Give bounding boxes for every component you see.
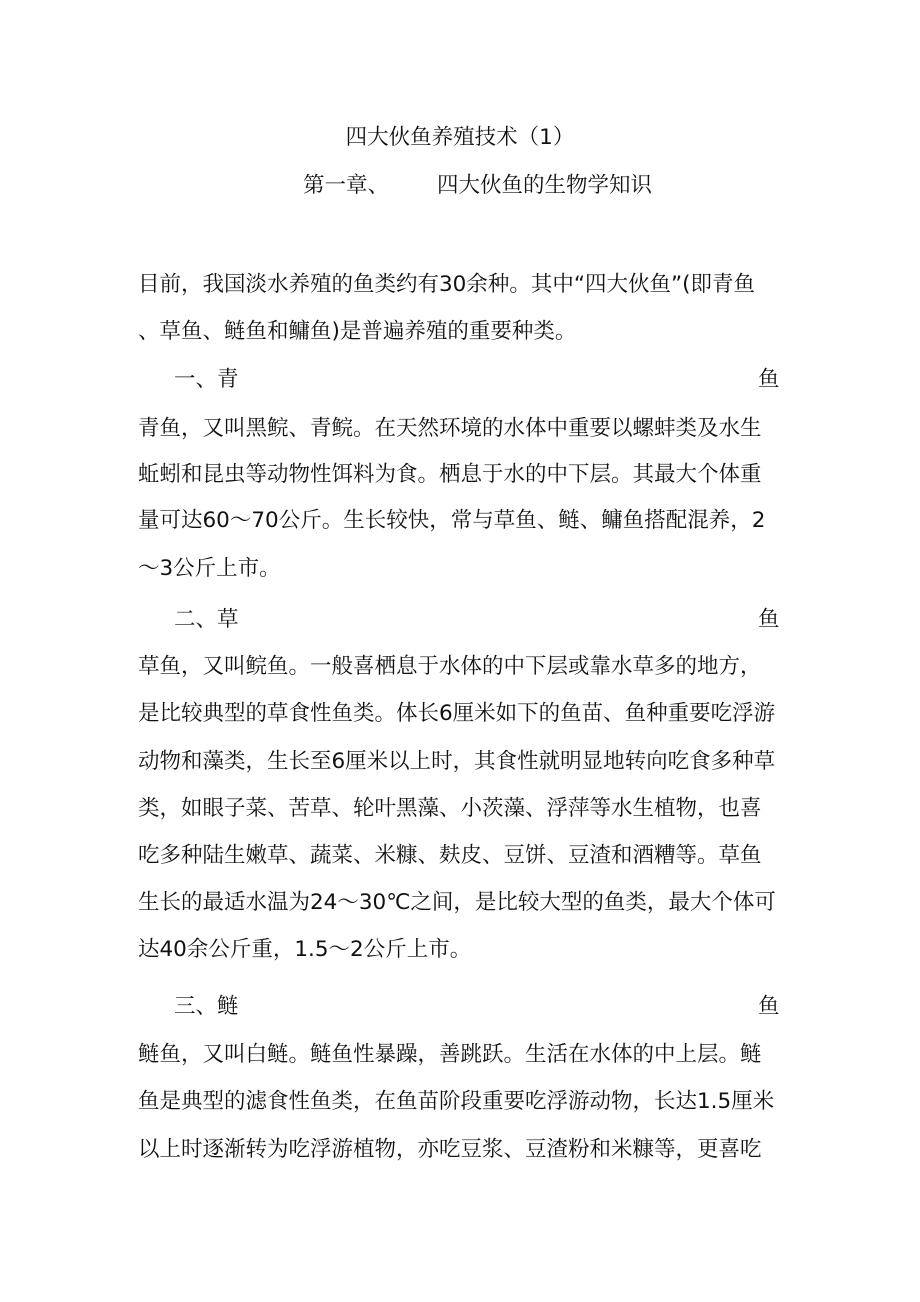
section-heading-tail: 鱼 (758, 367, 780, 392)
paragraph-line: 鲢鱼，又叫白鲢。鲢鱼性暴躁，善跳跃。生活在水体的中上层。鲢 (138, 1042, 762, 1067)
section-heading: 二、草 (174, 607, 239, 632)
paragraph-line: 以上时逐渐转为吃浮游植物，亦吃豆浆、豆渣粉和米糠等，更喜吃 (138, 1137, 762, 1162)
paragraph-line: 草鱼，又叫鲩鱼。一般喜栖息于水体的中下层或靠水草多的地方， (138, 654, 762, 679)
intro-line: 目前，我国淡水养殖的鱼类约有30余种。其中“四大伙鱼”(即青鱼 (138, 272, 756, 297)
section-heading: 一、青 (174, 367, 239, 392)
paragraph-line: ～3公斤上市。 (138, 556, 281, 581)
document-title: 四大伙鱼养殖技术（1） (345, 125, 575, 150)
paragraph-line: 生长的最适水温为24～30℃之间，是比较大型的鱼类，最大个体可 (138, 890, 776, 915)
paragraph-line: 鱼是典型的滤食性鱼类，在鱼苗阶段重要吃浮游动物，长达1.5厘米 (138, 1089, 775, 1114)
paragraph-line: 青鱼，又叫黑鲩、青鲩。在天然环境的水体中重要以螺蚌类及水生 (138, 416, 762, 441)
paragraph-line: 蚯蚓和昆虫等动物性饵料为食。栖息于水的中下层。其最大个体重 (138, 462, 762, 487)
section-heading-tail: 鱼 (758, 607, 780, 632)
paragraph-line: 达40余公斤重，1.5～2公斤上市。 (138, 937, 472, 962)
paragraph-line: 是比较典型的草食性鱼类。体长6厘米如下的鱼苗、鱼种重要吃浮游 (138, 701, 776, 726)
paragraph-line: 量可达60～70公斤。生长较快，常与草鱼、鲢、鳙鱼搭配混养，2 (138, 508, 766, 533)
paragraph-line: 吃多种陆生嫩草、蔬菜、米糠、麸皮、豆饼、豆渣和酒糟等。草鱼 (138, 843, 762, 868)
chapter-title: 四大伙鱼的生物学知识 (437, 173, 653, 198)
paragraph-line: 类，如眼子菜、苦草、轮叶黑藻、小茨藻、浮萍等水生植物，也喜 (138, 796, 762, 821)
intro-line: 、草鱼、鲢鱼和鳙鱼)是普遍养殖的重要种类。 (138, 319, 577, 344)
chapter-number: 第一章、 (303, 173, 390, 198)
section-heading-tail: 鱼 (758, 994, 780, 1019)
paragraph-line: 动物和藻类，生长至6厘米以上时，其食性就明显地转向吃食多种草 (138, 749, 776, 774)
section-heading: 三、鲢 (174, 994, 239, 1019)
